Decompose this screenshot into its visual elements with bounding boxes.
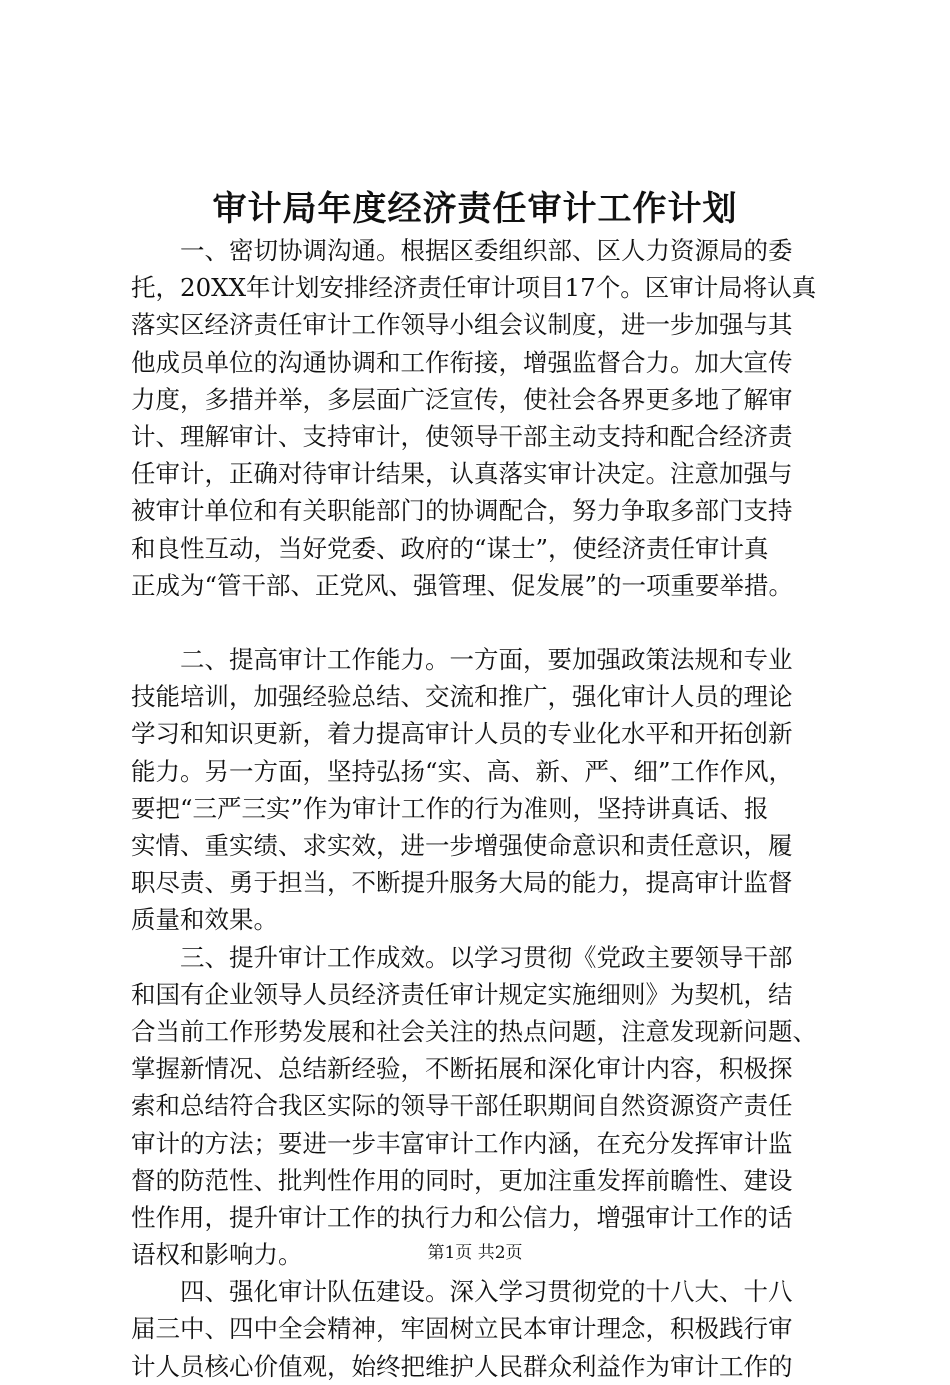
text-line: 职尽责、勇于担当，不断提升服务大局的能力，提高审计监督 (131, 868, 793, 898)
text-line: 质量和效果。 (131, 905, 278, 935)
paragraph-3 (131, 939, 856, 1274)
text-line: 要把“三严三实”作为审计工作的行为准则，坚持讲真话、报 (131, 793, 769, 823)
text-line: 他成员单位的沟通协调和工作衔接，增强监督合力。加大宣传 (131, 347, 793, 377)
paragraph-4 (131, 1273, 856, 1385)
text-line: 实情、重实绩、求实效，进一步增强使命意识和责任意识，履 (131, 831, 793, 860)
paragraph-gap (131, 604, 856, 641)
text-line: 语权和影响力。 (131, 1240, 303, 1270)
text-line: 一、密切协调沟通。根据区委组织部、区人力资源局的委 (180, 236, 793, 265)
text-line: 性作用，提升审计工作的执行力和公信力，增强审计工作的话 (131, 1202, 793, 1232)
text-line: 掌握新情况、总结新经验，不断拓展和深化审计内容，积极探 (131, 1054, 793, 1084)
text-line: 审计的方法；要进一步丰富审计工作内涵，在充分发挥审计监 (131, 1128, 793, 1158)
text-line: 四、强化审计队伍建设。深入学习贯彻党的十八大、十八 (180, 1277, 793, 1307)
text-line: 正成为“管干部、正党风、强管理、促发展”的一项重要举措。 (131, 570, 794, 600)
text-line: 届三中、四中全会精神，牢固树立民本审计理念，积极践行审 (131, 1314, 793, 1344)
text-line: 技能培训，加强经验总结、交流和推广，强化审计人员的理论 (131, 682, 793, 712)
page-footer: 第1页 共2页 (427, 1243, 523, 1263)
text-line: 被审计单位和有关职能部门的协调配合，努力争取多部门支持 (131, 496, 793, 526)
text-line: 任审计，正确对待审计结果，认真落实审计决定。注意加强与 (131, 459, 793, 489)
text-line: 和良性互动，当好党委、政府的“谋士”，使经济责任审计真 (131, 533, 769, 563)
text-line: 托，20XX年计划安排经济责任审计项目17个。区审计局将认真 (131, 273, 817, 303)
text-line: 索和总结符合我区实际的领导干部任职期间自然资源资产责任 (131, 1091, 793, 1121)
text-line: 督的防范性、批判性作用的同时，更加注重发挥前瞻性、建设 (131, 1165, 793, 1195)
text-line: 和国有企业领导人员经济责任审计规定实施细则》为契机，结 (131, 979, 793, 1009)
document-body (131, 232, 856, 1385)
text-line: 计、理解审计、支持审计，使领导干部主动支持和配合经济责 (131, 421, 793, 451)
paragraph-1 (131, 232, 856, 604)
text-line: 落实区经济责任审计工作领导小组会议制度，进一步加强与其 (131, 310, 793, 340)
text-line: 二、提高审计工作能力。一方面，要加强政策法规和专业 (180, 645, 793, 675)
text-line: 三、提升审计工作成效。以学习贯彻《党政主要领导干部 (180, 942, 793, 972)
document-title: 审计局年度经济责任审计工作计划 (212, 189, 738, 229)
paragraph-2 (131, 641, 856, 939)
text-line: 计人员核心价值观，始终把维护人民群众利益作为审计工作的 (131, 1351, 793, 1381)
text-line: 合当前工作形势发展和社会关注的热点问题，注意发现新问题、 (131, 1016, 817, 1046)
text-line: 能力。另一方面，坚持弘扬“实、高、新、严、细”工作作风， (131, 756, 794, 786)
text-line: 力度，多措并举，多层面广泛宣传，使社会各界更多地了解审 (131, 384, 793, 414)
text-line: 学习和知识更新，着力提高审计人员的专业化水平和开拓创新 (131, 719, 793, 749)
